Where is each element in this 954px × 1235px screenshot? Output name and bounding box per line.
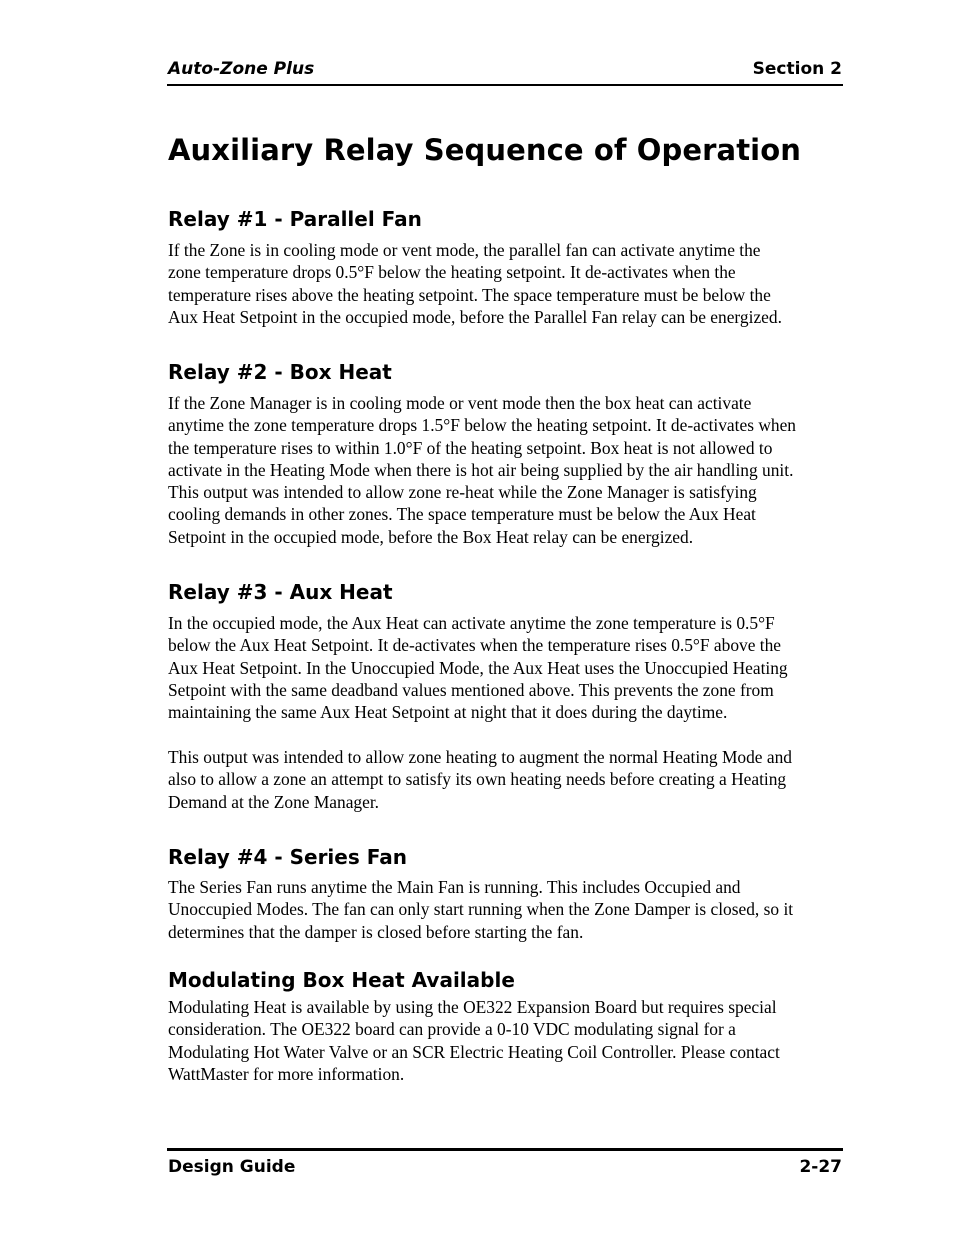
section-heading-relay-1: Relay #1 - Parallel Fan <box>168 207 422 231</box>
page-footer <box>167 1148 843 1181</box>
page-header <box>167 58 843 86</box>
text-line: Modulating Hot Water Valve or an SCR Electric Heating Coil Controller. Please contact <box>168 1041 780 1062</box>
header-section-label: Section 2 <box>752 59 842 79</box>
text-line: Unoccupied Modes. The fan can only start running when the Zone Damper is closed, so it <box>168 899 794 920</box>
text-line: In the occupied mode, the Aux Heat can activate anytime the zone temperature is 0.5°F <box>168 613 775 633</box>
text-line: The Series Fan runs anytime the Main Fan is running. This includes Occupied and <box>168 877 741 897</box>
text-line: consideration. The OE322 board can provide a 0-10 VDC modulating signal for a <box>168 1019 736 1040</box>
paragraph-relay-1 <box>168 239 848 328</box>
text-line: Aux Heat Setpoint in the occupied mode, before the Parallel Fan relay can be energized. <box>168 306 782 327</box>
paragraph-modulating-box-heat <box>168 996 848 1085</box>
text-line: If the Zone Manager is in cooling mode or vent mode then the box heat can activate <box>168 393 752 413</box>
page-title: Auxiliary Relay Sequence of Operation <box>168 133 801 167</box>
text-line: Setpoint in the occupied mode, before the Box Heat relay can be energized. <box>168 526 694 547</box>
text-line: Aux Heat Setpoint. In the Unoccupied Mode, the Aux Heat uses the Unoccupied Heating <box>168 657 788 678</box>
text-line: activate in the Heating Mode when there is hot air being supplied by the air handling unit. <box>168 459 794 480</box>
text-line: Modulating Heat is available by using the OE322 Expansion Board but requires special <box>168 997 777 1017</box>
text-line: zone temperature drops 0.5°F below the heating setpoint. It de-activates when the <box>168 262 736 283</box>
text-line: Demand at the Zone Manager. <box>168 791 380 812</box>
text-line: maintaining the same Aux Heat Setpoint at night that it does during the daytime. <box>168 702 728 723</box>
text-line: temperature rises above the heating setpoint. The space temperature must be below the <box>168 284 771 305</box>
header-product-name: Auto-Zone Plus <box>168 59 315 79</box>
text-line: This output was intended to allow zone re-heat while the Zone Manager is satisfying <box>168 482 757 503</box>
paragraph-relay-4 <box>168 876 848 943</box>
paragraph-relay-2 <box>168 392 848 548</box>
footer-document-name: Design Guide <box>168 1157 296 1177</box>
text-line: also to allow a zone an attempt to satisfy its own heating needs before creating a Heating <box>168 769 787 790</box>
paragraph-relay-3-continued <box>168 746 848 813</box>
section-heading-relay-3: Relay #3 - Aux Heat <box>168 580 393 604</box>
footer-page-number: 2-27 <box>799 1157 842 1177</box>
text-line: cooling demands in other zones. The space temperature must be below the Aux Heat <box>168 504 756 525</box>
text-line: WattMaster for more information. <box>168 1063 405 1084</box>
section-heading-relay-4: Relay #4 - Series Fan <box>168 845 407 869</box>
text-line: If the Zone is in cooling mode or vent mode, the parallel fan can activate anytime the <box>168 240 761 260</box>
section-heading-modulating-box-heat: Modulating Box Heat Available <box>168 968 515 992</box>
text-line: This output was intended to allow zone heating to augment the normal Heating Mode and <box>168 747 792 767</box>
section-heading-relay-2: Relay #2 - Box Heat <box>168 360 392 384</box>
text-line: anytime the zone temperature drops 1.5°F below the heating setpoint. It de-activates when <box>168 415 796 436</box>
paragraph-relay-3 <box>168 612 848 723</box>
text-line: below the Aux Heat Setpoint. It de-activates when the temperature rises 0.5°F above the <box>168 635 782 656</box>
text-line: Setpoint with the same deadband values mentioned above. This prevents the zone from <box>168 679 774 700</box>
text-line: determines that the damper is closed before starting the fan. <box>168 921 584 942</box>
text-line: the temperature rises to within 1.0°F of the heating setpoint. Box heat is not allowed to <box>168 437 773 458</box>
